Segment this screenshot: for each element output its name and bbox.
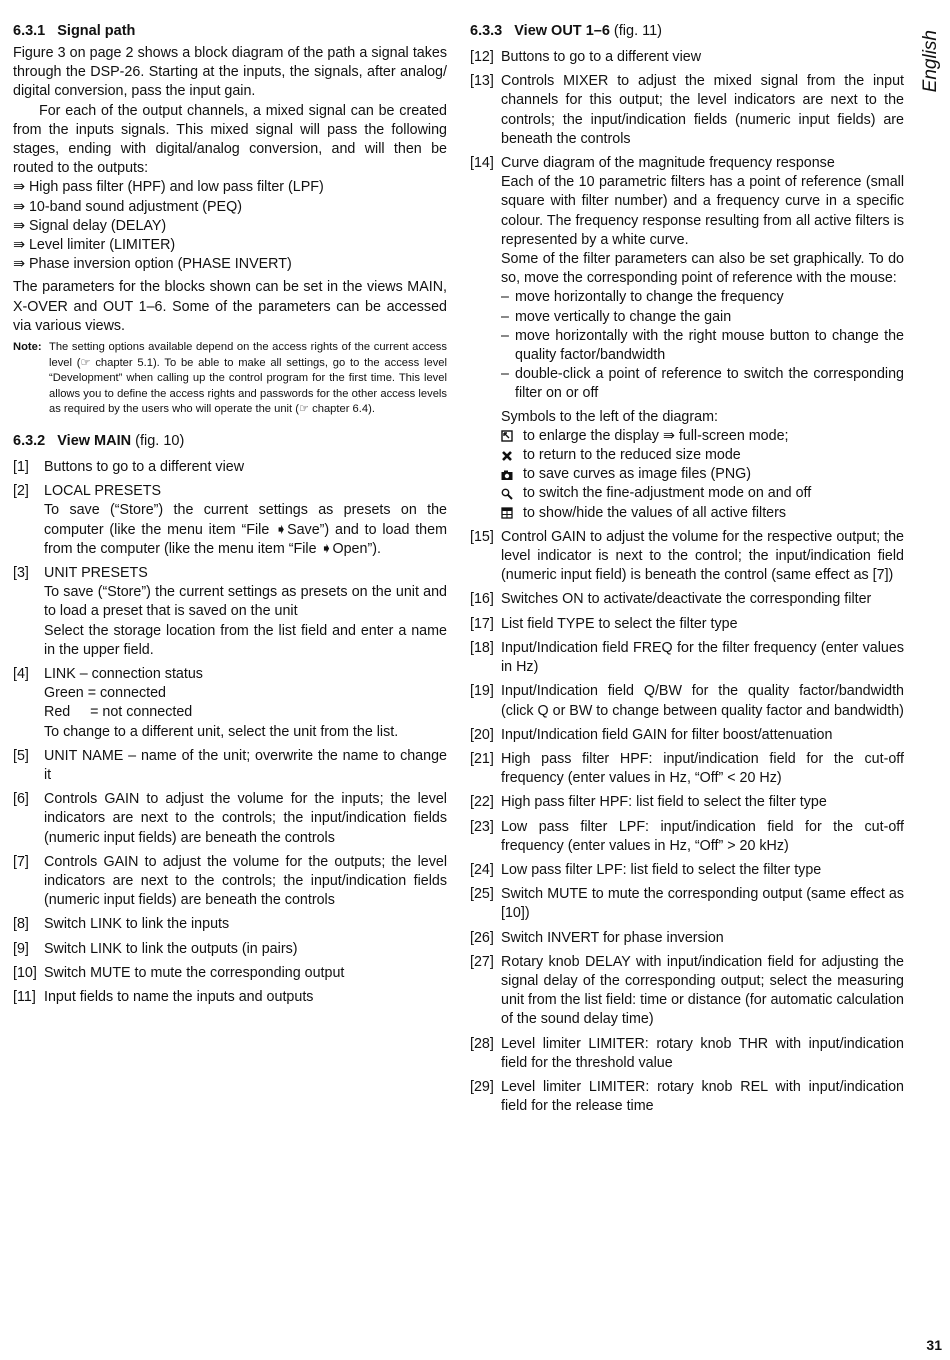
note <box>13 340 447 418</box>
section-number: 6.3.3 <box>470 23 503 39</box>
list-item: [9] Switch LINK to link the outputs (in pairs) <box>13 940 298 957</box>
stage-list <box>13 178 447 274</box>
list-item: ⇛ High pass filter (HPF) and low pass filter (LPF) <box>13 179 324 196</box>
list-item: [27] Rotary knob DELAY with input/indication field for adjusting the signal delay of the corresponding output; select the measuring unit from the list field: time or distance (for automatic calculation of the sound delay time) <box>470 953 904 1028</box>
list-item: [21] High pass filter HPF: input/indication field for the cut-off frequency (enter values in Hz, “Off” < 20 Hz) <box>470 750 904 787</box>
section-title: View MAIN <box>57 433 132 450</box>
arrow-icon: ⇛ <box>13 179 25 196</box>
section-title: View OUT 1–6 <box>514 23 610 39</box>
section-title: Signal path <box>57 23 136 39</box>
symbol-row: to switch the fine-adjustment mode on and off <box>501 484 904 503</box>
list-item: [3] UNIT PRESETS To save (“Store”) the current settings as presets on the unit and to load a preset that is saved on the unit Select the storage location from the list field and enter a name in the upper field. <box>13 565 447 658</box>
paragraph: Figure 3 on page 2 shows a block diagram of the path a signal takes through the DSP-26. Starting at the inputs, the signals, after analog/ digital conversion, pass the input gain. <box>13 45 447 100</box>
language-label: English <box>920 30 941 93</box>
dash-item: – move vertically to change the gain <box>501 308 732 325</box>
list-item: [12] Buttons to go to a different view <box>470 49 702 65</box>
section-heading-view-out <box>470 22 904 41</box>
list-item: [10] Switch MUTE to mute the corresponding output <box>13 964 345 981</box>
dash-item: – double-click a point of reference to switch the corresponding filter on or off <box>501 366 904 402</box>
list-item: [6] Controls GAIN to adjust the volume for the inputs; the level indicators are next to the controls; the input/indication fields (numeric input fields) are beneath the controls <box>13 791 447 846</box>
list-item: [29] Level limiter LIMITER: rotary knob REL with input/indication field for the release time <box>470 1078 904 1115</box>
arrow-icon: ⇛ <box>13 198 25 215</box>
list-item: [22] High pass filter HPF: list field to select the filter type <box>470 794 827 811</box>
list-item: ⇛ Level limiter (LIMITER) <box>13 237 176 254</box>
list-item: [20] Input/Indication field GAIN for filter boost/attenuation <box>470 726 833 743</box>
list-item: [8] Switch LINK to link the inputs <box>13 916 230 933</box>
list-item: ⇛ Signal delay (DELAY) <box>13 217 167 234</box>
list-item: [2] LOCAL PRESETS To save (“Store”) the current settings as presets on the computer (like the menu item “File ➧Save”) and to load them from the computer (like the menu item “File ➧Open”). <box>13 483 447 557</box>
list-item: ⇛ Phase inversion option (PHASE INVERT) <box>13 256 292 273</box>
list-item: ⇛ 10-band sound adjustment (PEQ) <box>13 198 242 215</box>
section-heading-signal-path <box>13 22 447 41</box>
arrow-icon: ⇛ <box>13 256 25 273</box>
paragraph: The parameters for the blocks shown can be set in the views MAIN, X-OVER and OUT 1–6. Some of the parameters can be accessed via various views. <box>13 279 447 334</box>
list-item: [18] Input/Indication field FREQ for the filter frequency (enter values in Hz) <box>470 639 904 676</box>
magnifier-icon <box>501 488 523 500</box>
arrow-icon: ⇛ <box>13 237 25 254</box>
list-item: [14] Curve diagram of the magnitude frequency response Each of the 10 parametric filters has a point of reference (small square with filter number) and a frequency curve in a specific colour. The frequency response resulting from all active filters is represented by a white curve. Some of the filter parameters can also be set graphically. To do so, move the corresponding point of reference with the mouse: – move horizontally to change the frequency – move vertically to change the gain – move horizontally with the right mouse button to change the quality factor/bandwidth – double-click a point of reference to switch the corresponding filter on or off Symbols to the left of the diagram: to enlarge the display ⇛ full-screen mode; to return to the reduced size mode to save curves as image files (PNG) to switch the fine-adjustment mode on and off to show/hide the values of all active filters <box>470 154 904 523</box>
paragraph: For each of the output channels, a mixed signal can be created from the inputs signals. This mixed signal will pass the following stages, ending with digital/analog conversion, and will then be routed to the outputs: <box>13 102 447 177</box>
symbol-row: to enlarge the display ⇛ full-screen mode; <box>501 427 904 446</box>
figure-ref: (fig. 11) <box>613 23 663 39</box>
list-item: [25] Switch MUTE to mute the corresponding output (same effect as [10]) <box>470 886 904 922</box>
list-item: [23] Low pass filter LPF: input/indication field for the cut-off frequency (enter values in Hz, “Off” > 20 kHz) <box>470 818 904 854</box>
figure-ref: (fig. 10) <box>135 433 185 450</box>
close-icon <box>501 450 523 462</box>
section-heading-view-main <box>13 432 447 451</box>
dash-item: – move horizontally with the right mouse button to change the quality factor/bandwidth <box>501 327 904 364</box>
list-item: [1] Buttons to go to a different view <box>13 459 245 476</box>
list-item: [5] UNIT NAME – name of the unit; overwrite the name to change it <box>13 747 447 784</box>
section-number: 6.3.1 <box>13 23 46 39</box>
list-item: [4] LINK – connection status Green = connected Red = not connected To change to a different unit, select the unit from the list. <box>13 666 399 740</box>
page-number: 31 <box>926 1337 942 1353</box>
list-item: [13] Controls MIXER to adjust the mixed signal from the input channels for this output; the level indicators are next to the controls; the input/indication fields (numeric input fields) are beneath the controls <box>470 73 904 147</box>
list-item: [16] Switches ON to activate/deactivate the corresponding filter <box>470 591 872 608</box>
list-item: [28] Level limiter LIMITER: rotary knob THR with input/indication field for the threshold value <box>470 1035 904 1071</box>
note-text: The setting options available depend on the access rights of the current access level (☞ chapter 5.1). To be able to make all settings, go to the access level “Development” when calling up the control program for the first time. This level allows you to define the access rights and passwords for the other access levels as required by the users who will operate the unit (☞ chapter 6.4). <box>49 341 447 416</box>
list-item: [15] Control GAIN to adjust the volume for the respective output; the level indicator is next to the control; the input/indication field (numeric input field) is beneath the control (same effect as [7]) <box>470 528 904 584</box>
camera-icon <box>501 469 523 481</box>
list-item: [11] Input fields to name the inputs and outputs <box>13 989 314 1006</box>
list-item: [7] Controls GAIN to adjust the volume for the outputs; the level indicators are next to the controls; the input/indication fields (numeric input fields) are beneath the controls <box>13 853 447 909</box>
symbol-row: to return to the reduced size mode <box>501 446 904 465</box>
list-item: [17] List field TYPE to select the filter type <box>470 615 738 632</box>
left-column <box>13 22 447 1012</box>
fullscreen-icon <box>501 430 523 442</box>
symbol-row: to show/hide the values of all active filters <box>501 504 904 523</box>
right-column <box>470 22 904 1121</box>
list-item: [24] Low pass filter LPF: list field to select the filter type <box>470 861 822 878</box>
symbol-row: to save curves as image files (PNG) <box>501 465 904 484</box>
arrow-icon: ⇛ <box>13 217 25 234</box>
dash-item: – move horizontally to change the frequency <box>501 289 784 306</box>
note-label: Note: <box>13 341 42 354</box>
list-item: [19] Input/Indication field Q/BW for the quality factor/bandwidth (click Q or BW to change between quality factor and bandwidth) <box>470 683 904 719</box>
list-item: [26] Switch INVERT for phase inversion <box>470 929 724 946</box>
table-icon <box>501 507 523 519</box>
section-number: 6.3.2 <box>13 433 46 450</box>
